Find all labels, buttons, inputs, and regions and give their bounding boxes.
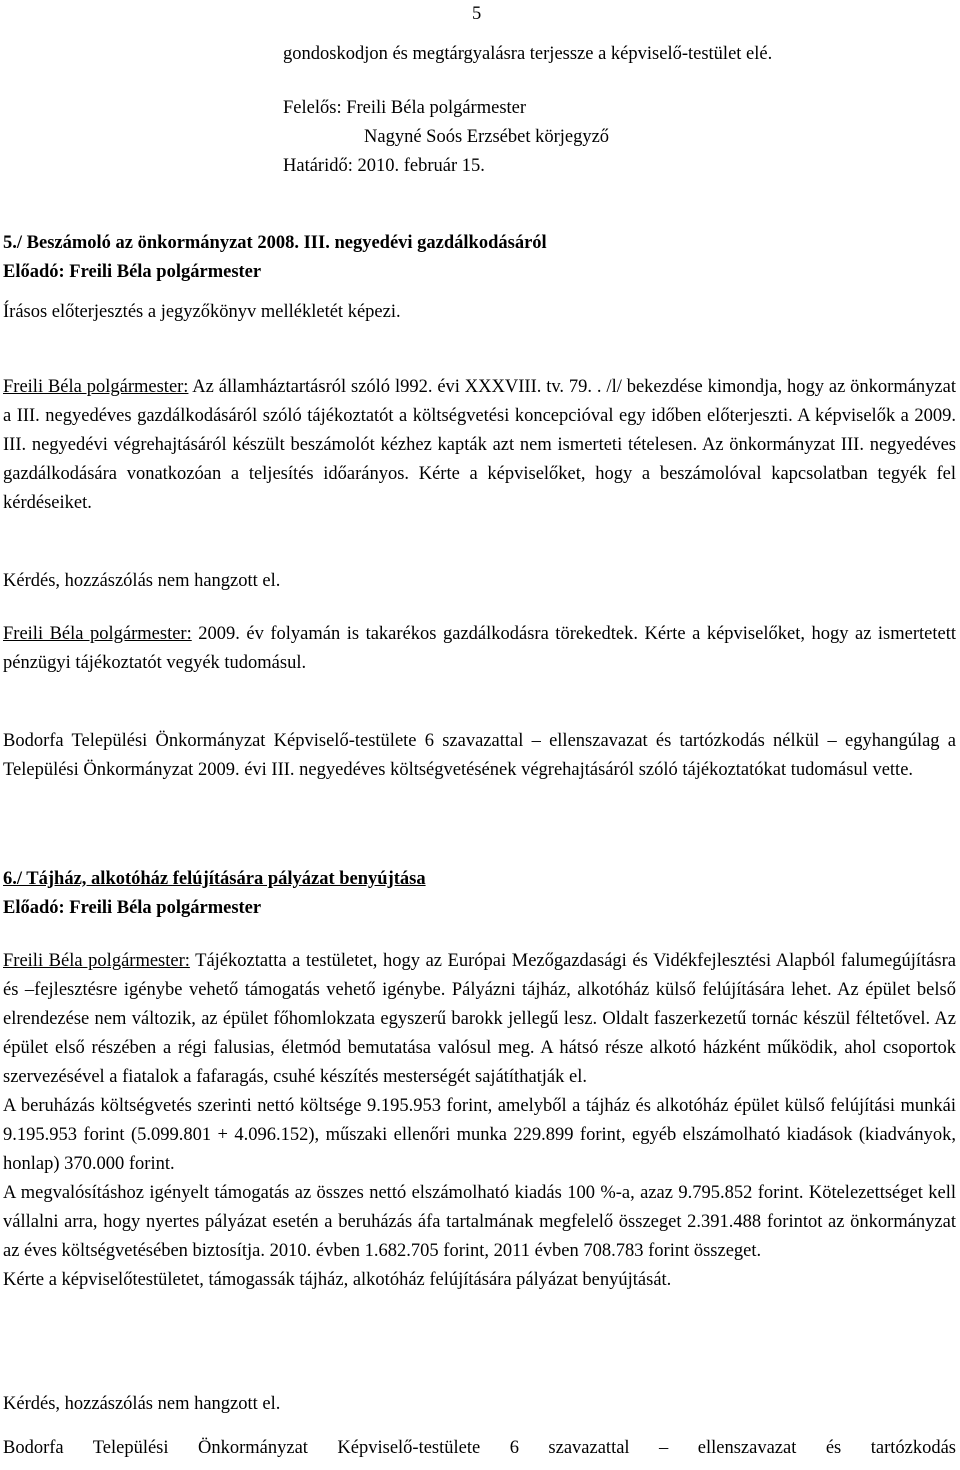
item5-written-note: Írásos előterjesztés a jegyzőkönyv mellékletét képezi. [3,302,401,322]
resolution-text: Bodorfa Települési Önkormányzat Képviselő-testülete 6 szavazattal – ellenszavazat és tartózkodás nélkül – egyhangúlag a Települési Önkormányzat 2009. évi III. negyedéves költségvetésének végrehajtásáról szóló tájékoztatókat tudomásul vette. [3,731,956,780]
item5-speaker1-paragraph [3,373,956,518]
speaker-label: Freili Béla polgármester: [3,624,192,644]
item6-request-paragraph: Kérte a képviselőtestületet, támogassák tájház, alkotóház felújítására pályázat benyújtását. [3,1270,672,1290]
item5-presenter: Előadó: Freili Béla polgármester [3,262,262,282]
page-number: 5 [472,4,482,24]
item5-speaker2-paragraph [3,620,956,678]
item5-title: 5./ Beszámoló az önkormányzat 2008. III. negyedévi gazdálkodásáról [3,233,547,253]
item6-support-paragraph: A megvalósításhoz igényelt támogatás az összes nettó elszámolható kiadás 100 %-a, azaz 9.795.852 forint. Kötelezettséget kell vállalni arra, hogy nyertes pályázat esetén a beruházás áfa tartalmának megfelelő összeget 2.391.488 forintot az önkormányzat az éves költségvetésében biztosítja. 2010. évben 1.682.705 forint, 2011 évben 708.783 forint összeget. [3,1183,956,1261]
speaker-label: Freili Béla polgármester: [3,951,190,971]
responsible-label: Felelős: [283,98,342,118]
responsible-person-2: Nagyné Soós Erzsébet körjegyző [364,127,610,147]
item6-title: 6./ Tájház, alkotóház felújítására pályázat benyújtása [3,869,426,889]
resolution-text: Bodorfa Települési Önkormányzat Képviselő-testülete 6 szavazattal – ellenszavazat és tartózkodás [3,1438,956,1458]
intro-line: gondoskodjon és megtárgyalásra terjessze a képviselő-testület elé. [283,44,773,64]
item6-no-questions: Kérdés, hozzászólás nem hangzott el. [3,1394,281,1414]
item6-cost-paragraph: A beruházás költségvetés szerinti nettó költsége 9.195.953 forint, amelyből a tájház és alkotóház épület külső felújítási munkái 9.195.953 forint (5.099.801 + 4.096.152), műszaki ellenőri munka 229.899 forint, egyéb elszámolható kiadások (kiadványok, honlap) 370.000 forint. [3,1096,956,1174]
speaker-text: Tájékoztatta a testületet, hogy az Európai Mezőgazdasági és Vidékfejlesztési Alapból falumegújításra és –fejlesztésre igénybe vehető támogatás vehető igénybe. Pályázni tájház, alkotóház külső felújítására lehet. Az épület belső elrendezése nem változik, az épület főhomlokzata egyszerű barokk jellegű lesz. Oldalt faszerkezetű tornác készül féltetővel. Az épület első részében a régi falusias, életmód bemutatása valósul meg. A hátsó része alkotó házként működik, ahol csoportok szervezésével a fiatalok a fafaragás, csuhé készítés mesterségét sajátíthatják el. [3,951,956,1087]
responsible-person-1: Freili Béla polgármester [346,98,527,118]
speaker-label: Freili Béla polgármester: [3,377,189,397]
item5-no-questions: Kérdés, hozzászólás nem hangzott el. [3,571,281,591]
item6-speaker-paragraph [3,947,956,1295]
deadline: Határidő: 2010. február 15. [283,156,485,176]
item6-presenter: Előadó: Freili Béla polgármester [3,898,262,918]
speaker-text: 2009. év folyamán is takarékos gazdálkodásra törekedtek. Kérte a képviselőket, hogy az ismertetett pénzügyi tájékoztatót vegyék tudomásul. [3,624,957,673]
responsible-line [283,94,526,123]
item6-resolution-start [3,1434,956,1463]
item5-resolution [3,727,956,785]
speaker-text: Az államháztartásról szóló l992. évi XXXVIII. tv. 79. . /l/ bekezdése kimondja, hogy az önkormányzat a III. negyedéves gazdálkodásáról szóló tájékoztatót a költségvetési koncepcióval egy időben előterjeszti. A képviselők a 2009. III. negyedévi végrehajtásáról készült beszámolót kézhez kapták azt nem ismerteti tételesen. Az önkormányzat III. negyedéves gazdálkodására vonatkozóan a teljesítés időarányos. Kérte a képviselőket, hogy a beszámolóval kapcsolatban tegyék fel kérdéseiket. [3,377,956,513]
